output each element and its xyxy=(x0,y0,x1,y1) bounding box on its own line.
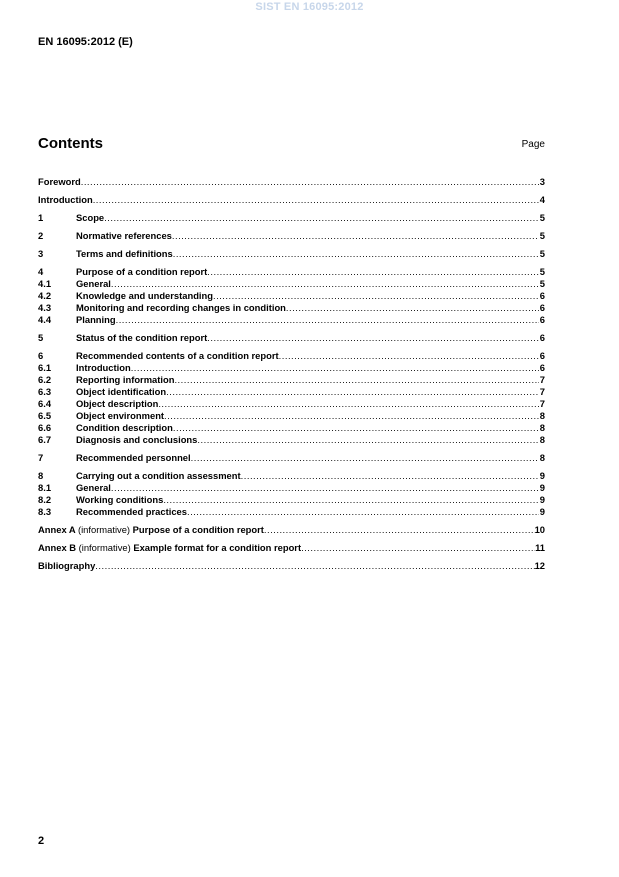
toc-title: Condition description xyxy=(76,422,173,433)
toc-entry-6-2[interactable] xyxy=(38,374,545,386)
document-id: EN 16095:2012 (E) xyxy=(38,36,133,48)
toc-page: 9 xyxy=(539,482,545,493)
toc-page: 7 xyxy=(539,386,545,397)
toc-entry-6-3[interactable] xyxy=(38,386,545,398)
toc-page: 6 xyxy=(539,332,545,343)
toc-title: Scope xyxy=(76,212,105,223)
toc-number: 8.3 xyxy=(38,506,52,517)
toc-entry-introduction[interactable] xyxy=(38,194,545,206)
toc-title xyxy=(38,542,301,554)
toc-title: Working conditions xyxy=(76,494,164,505)
leader-dots xyxy=(93,194,539,206)
toc-number: 6.6 xyxy=(38,422,52,433)
annex-note: (informative) xyxy=(78,542,131,553)
toc-page: 4 xyxy=(539,194,545,205)
toc-entry-6[interactable] xyxy=(38,350,545,362)
watermark: SIST EN 16095:2012 xyxy=(255,1,364,13)
leader-dots xyxy=(187,506,539,518)
leader-dots xyxy=(197,434,539,446)
toc-number: 6.2 xyxy=(38,374,52,385)
toc-entry-6-7[interactable] xyxy=(38,434,545,446)
toc-title: Reporting information xyxy=(76,374,175,385)
toc-page: 9 xyxy=(539,470,545,481)
toc-title: Bibliography xyxy=(38,560,96,571)
toc-number: 1 xyxy=(38,212,44,223)
toc-title: Status of the condition report xyxy=(76,332,208,343)
toc-page: 11 xyxy=(535,542,545,553)
toc-entry-2[interactable] xyxy=(38,230,545,242)
leader-dots xyxy=(104,212,539,224)
toc-page: 12 xyxy=(534,560,545,571)
toc-title: General xyxy=(76,278,111,289)
toc-title: General xyxy=(76,482,111,493)
toc-page: 5 xyxy=(539,278,545,289)
annex-label: Annex B xyxy=(38,542,77,553)
leader-dots xyxy=(111,482,539,494)
toc-number: 2 xyxy=(38,230,44,241)
toc-title: Carrying out a condition assessment xyxy=(76,470,241,481)
toc-entry-bibliography[interactable] xyxy=(38,560,545,572)
table-of-contents xyxy=(38,176,545,572)
page-number: 2 xyxy=(38,835,45,847)
toc-entry-6-1[interactable] xyxy=(38,362,545,374)
toc-number: 3 xyxy=(38,248,44,259)
leader-dots xyxy=(241,470,539,482)
toc-title: Terms and definitions xyxy=(76,248,173,259)
leader-dots xyxy=(158,398,539,410)
toc-entry-annex-b[interactable] xyxy=(38,542,545,554)
toc-title: Recommended contents of a condition report xyxy=(76,350,279,361)
toc-entry-4-4[interactable] xyxy=(38,314,545,326)
toc-entry-4-1[interactable] xyxy=(38,278,545,290)
toc-page: 6 xyxy=(539,350,545,361)
toc-title: Foreword xyxy=(38,176,81,187)
toc-page: 5 xyxy=(539,248,545,259)
toc-page: 8 xyxy=(539,434,545,445)
leader-dots xyxy=(111,278,539,290)
toc-page: 9 xyxy=(539,506,545,517)
leader-dots xyxy=(213,290,539,302)
leader-dots xyxy=(116,314,539,326)
toc-page: 6 xyxy=(539,314,545,325)
toc-title: Recommended personnel xyxy=(76,452,191,463)
toc-number: 4 xyxy=(38,266,44,277)
toc-entry-6-4[interactable] xyxy=(38,398,545,410)
toc-number: 4.1 xyxy=(38,278,52,289)
leader-dots xyxy=(164,410,539,422)
annex-subtitle: Example format for a condition report xyxy=(133,542,302,553)
toc-entry-8[interactable] xyxy=(38,470,545,482)
toc-page: 7 xyxy=(539,374,545,385)
toc-page: 6 xyxy=(539,290,545,301)
toc-page: 5 xyxy=(539,266,545,277)
toc-entry-8-1[interactable] xyxy=(38,482,545,494)
leader-dots xyxy=(173,422,539,434)
leader-dots xyxy=(166,386,539,398)
toc-page: 6 xyxy=(539,362,545,373)
toc-title: Monitoring and recording changes in condition xyxy=(76,302,286,313)
toc-entry-8-2[interactable] xyxy=(38,494,545,506)
toc-number: 7 xyxy=(38,452,44,463)
toc-title xyxy=(38,524,264,536)
toc-number: 6.4 xyxy=(38,398,52,409)
toc-page: 3 xyxy=(539,176,545,187)
leader-dots xyxy=(174,374,539,386)
toc-number: 5 xyxy=(38,332,44,343)
toc-number: 6.5 xyxy=(38,410,52,421)
toc-entry-5[interactable] xyxy=(38,332,545,344)
toc-title: Knowledge and understanding xyxy=(76,290,213,301)
toc-entry-3[interactable] xyxy=(38,248,545,260)
toc-entry-7[interactable] xyxy=(38,452,545,464)
toc-title: Recommended practices xyxy=(76,506,187,517)
toc-title: Object environment xyxy=(76,410,165,421)
leader-dots xyxy=(207,266,539,278)
toc-title: Object description xyxy=(76,398,159,409)
toc-entry-6-5[interactable] xyxy=(38,410,545,422)
annex-label: Annex A xyxy=(38,524,76,535)
page-column-label: Page xyxy=(521,139,545,150)
toc-page: 5 xyxy=(539,212,545,223)
toc-number: 8 xyxy=(38,470,44,481)
toc-title: Introduction xyxy=(38,194,93,205)
toc-entry-4[interactable] xyxy=(38,266,545,278)
leader-dots xyxy=(81,176,539,188)
leader-dots xyxy=(191,452,539,464)
toc-entry-4-2[interactable] xyxy=(38,290,545,302)
leader-dots xyxy=(173,248,539,260)
toc-number: 8.2 xyxy=(38,494,52,505)
toc-entry-annex-a[interactable] xyxy=(38,524,545,536)
toc-page: 7 xyxy=(539,398,545,409)
toc-number: 6.7 xyxy=(38,434,52,445)
toc-title: Planning xyxy=(76,314,116,325)
toc-page: 9 xyxy=(539,494,545,505)
toc-entry-6-6[interactable] xyxy=(38,422,545,434)
toc-number: 4.2 xyxy=(38,290,52,301)
toc-page: 8 xyxy=(539,410,545,421)
leader-dots xyxy=(95,560,534,572)
leader-dots xyxy=(207,332,539,344)
toc-title: Normative references xyxy=(76,230,172,241)
toc-number: 6.1 xyxy=(38,362,52,373)
toc-entry-foreword[interactable] xyxy=(38,176,545,188)
toc-number: 4.3 xyxy=(38,302,52,313)
leader-dots xyxy=(286,302,539,314)
leader-dots xyxy=(301,542,535,554)
toc-page: 10 xyxy=(534,524,545,535)
toc-number: 8.1 xyxy=(38,482,52,493)
leader-dots xyxy=(163,494,539,506)
toc-title: Diagnosis and conclusions xyxy=(76,434,198,445)
toc-entry-1[interactable] xyxy=(38,212,545,224)
toc-page: 8 xyxy=(539,452,545,463)
toc-number: 6 xyxy=(38,350,44,361)
leader-dots xyxy=(279,350,539,362)
leader-dots xyxy=(264,524,535,536)
leader-dots xyxy=(172,230,539,242)
toc-title: Introduction xyxy=(76,362,131,373)
annex-note: (informative) xyxy=(77,524,131,535)
toc-entry-8-3[interactable] xyxy=(38,506,545,518)
toc-number: 4.4 xyxy=(38,314,52,325)
annex-subtitle: Purpose of a condition report xyxy=(132,524,264,535)
toc-title: Object identification xyxy=(76,386,167,397)
toc-number: 6.3 xyxy=(38,386,52,397)
toc-page: 5 xyxy=(539,230,545,241)
toc-entry-4-3[interactable] xyxy=(38,302,545,314)
leader-dots xyxy=(131,362,539,374)
toc-page: 6 xyxy=(539,302,545,313)
contents-heading: Contents xyxy=(38,135,103,152)
toc-title: Purpose of a condition report xyxy=(76,266,208,277)
toc-page: 8 xyxy=(539,422,545,433)
